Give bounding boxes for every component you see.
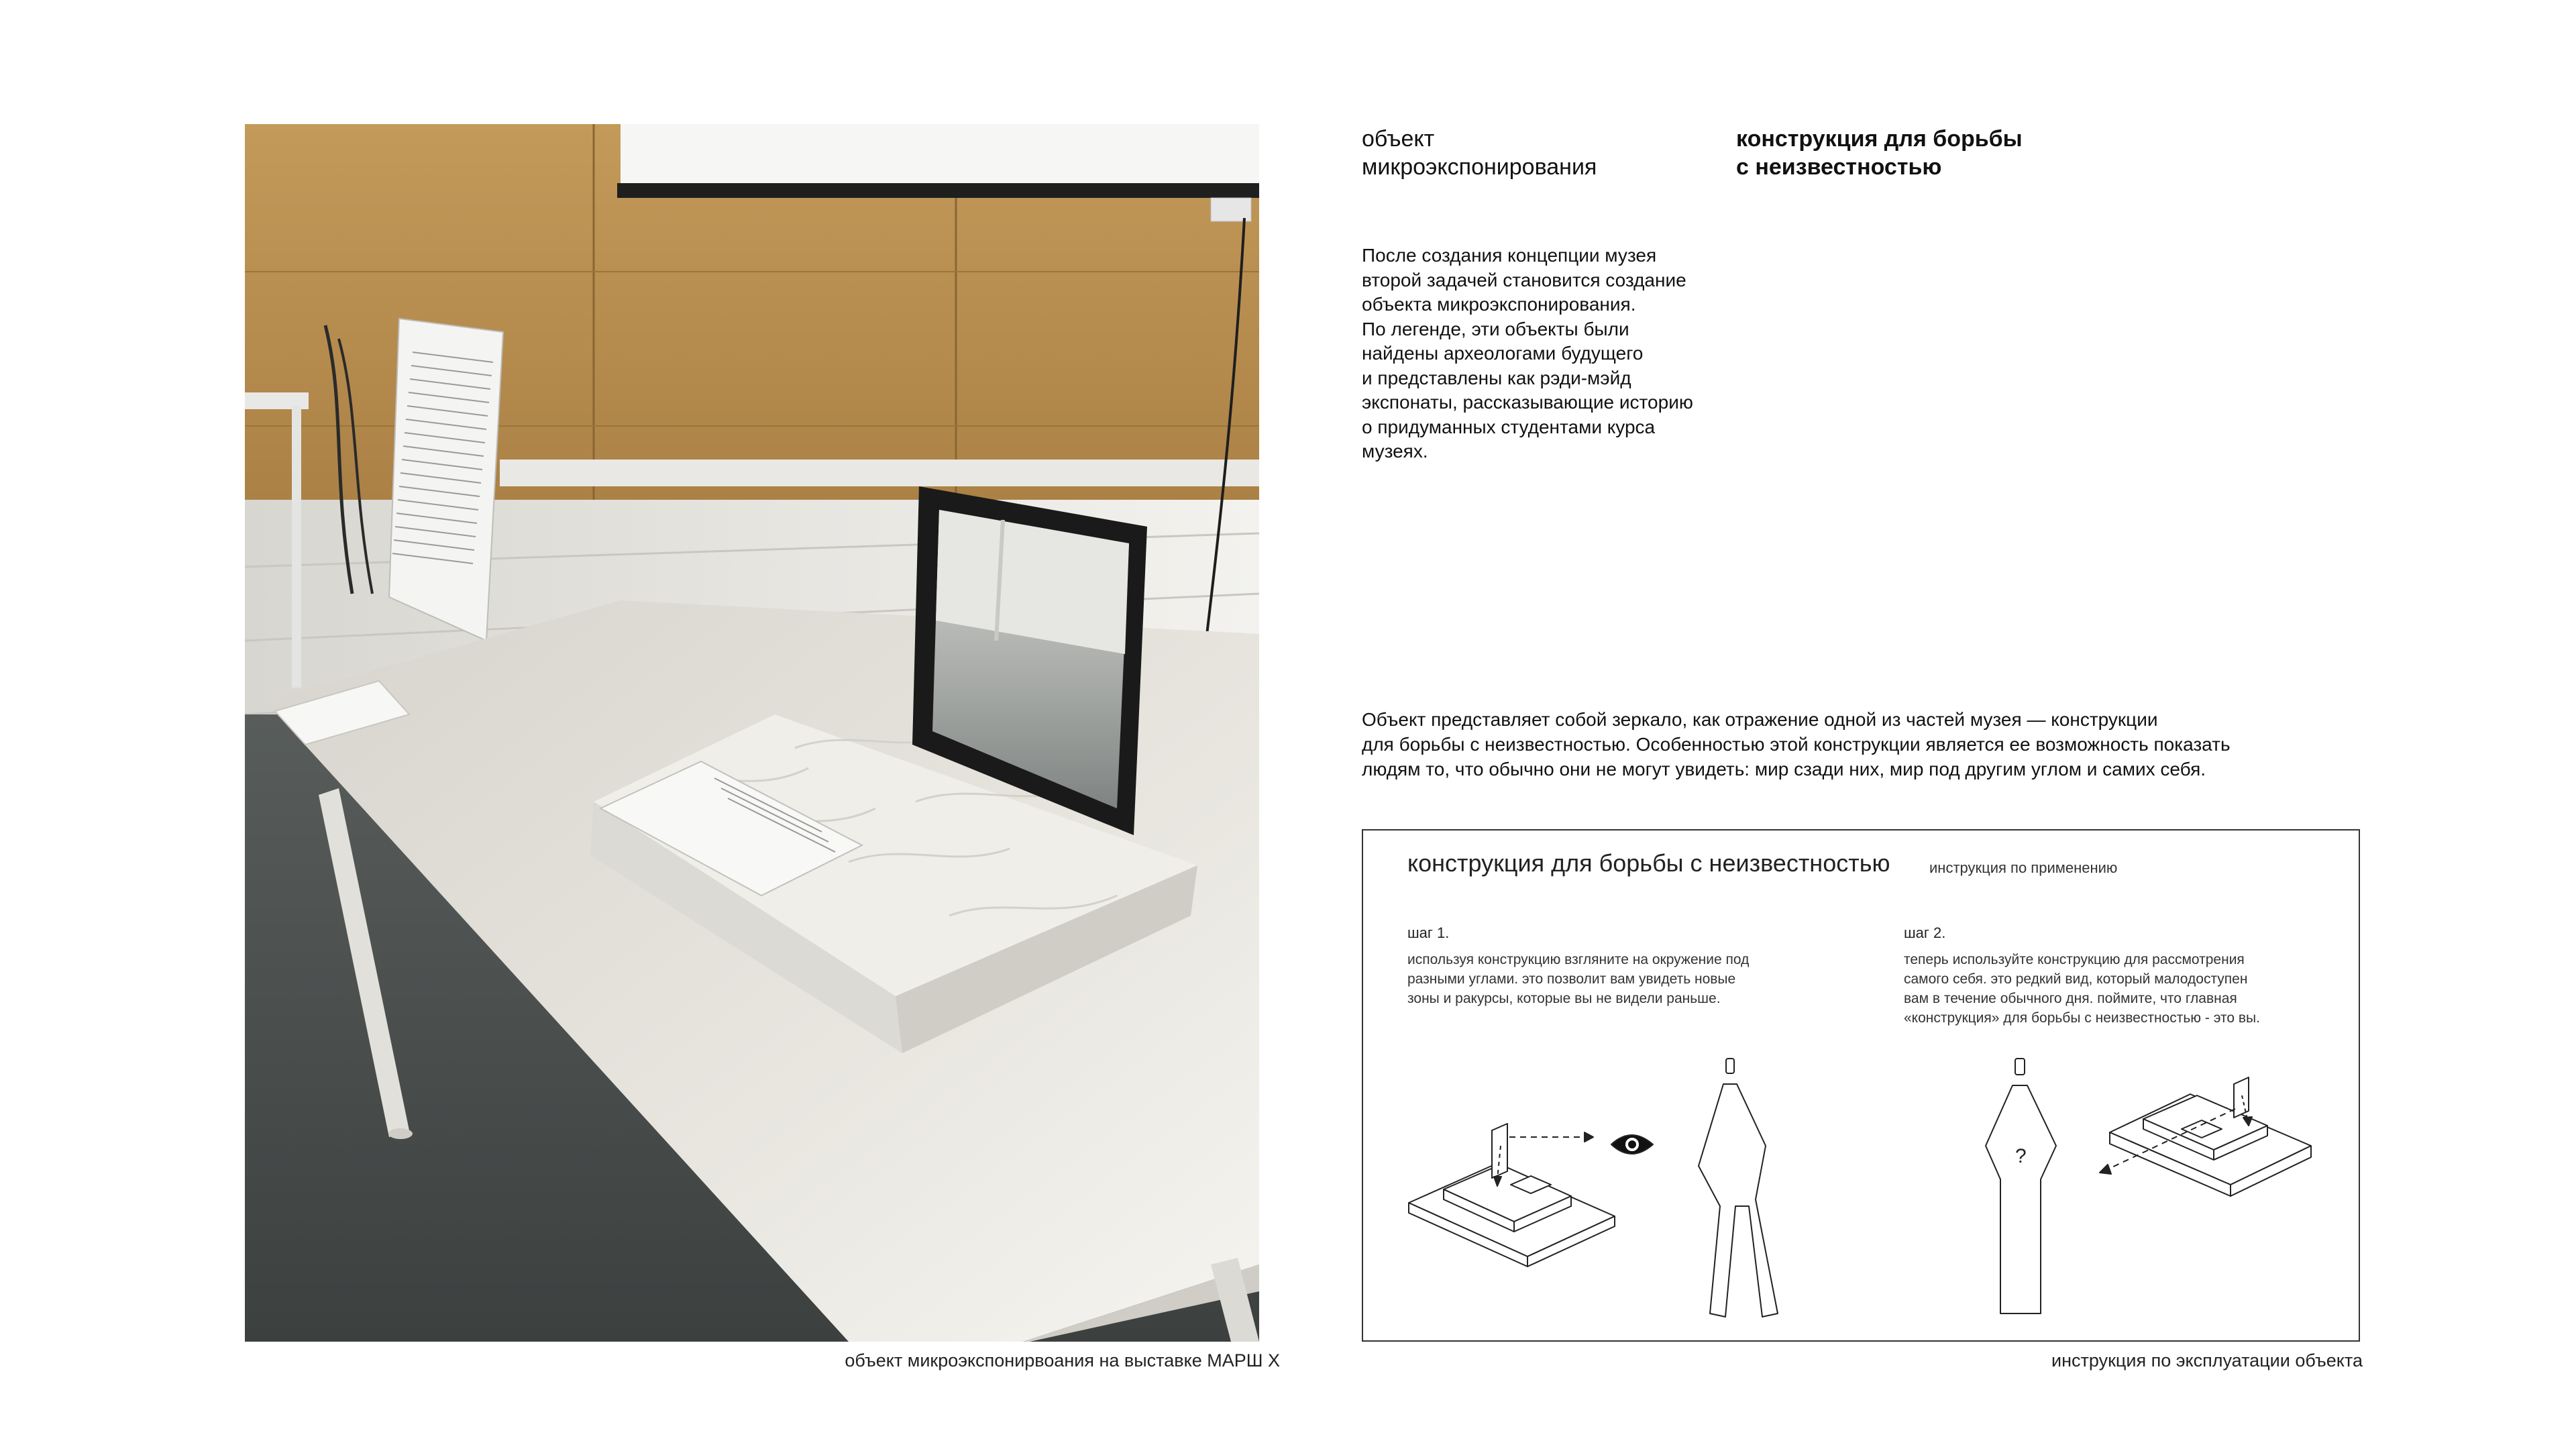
step-line: зоны и ракурсы, которые вы не видели раньше. (1407, 991, 1721, 1006)
paragraph-line: объекта микроэкспонирования. (1362, 294, 1636, 315)
paragraph-line: По легенде, эти объекты были (1362, 318, 1629, 339)
step-line: «конструкция» для борьбы с неизвестностью - это вы. (1904, 1010, 2260, 1026)
mirror-on-base-icon (1409, 1124, 1615, 1267)
paragraph-line: экспонаты, рассказывающие историю (1362, 392, 1693, 413)
paragraph-line: Объект представляет собой зеркало, как отражение одной из частей музея — конструкции (1362, 709, 2158, 730)
step-line: вам в течение обычного дня. поймите, что главная (1904, 991, 2237, 1006)
object-title-line: конструкция для борьбы (1736, 126, 2023, 152)
paragraph-line: После создания концепции музея (1362, 245, 1657, 266)
person-silhouette-icon (1699, 1059, 1778, 1317)
object-description (1362, 707, 2368, 782)
step-line: разными углами. это позволит вам увидеть новые (1407, 971, 1736, 987)
section-label-line: микроэкспонирования (1362, 154, 1597, 180)
step2-text (1904, 950, 2260, 1028)
poster-board (389, 319, 503, 641)
instruction-sheet (1362, 829, 2360, 1342)
instruction-subtitle: инструкция по применению (1929, 859, 2118, 876)
step-line: самого себя. это редкий вид, который малодоступен (1904, 971, 2248, 987)
instruction-caption: инструкция по эксплуатации объекта (2051, 1350, 2363, 1371)
intro-paragraph (1362, 244, 1791, 464)
eye-icon (1611, 1135, 1653, 1154)
paragraph-line: людям то, что обычно они не могут увидеть: мир сзади них, мир под другим углом и самих себя. (1362, 759, 2206, 780)
paragraph-line: и представлены как рэди-мэйд (1362, 367, 1631, 388)
step1-heading: шаг 1. (1407, 924, 1450, 941)
person-silhouette-icon (1986, 1059, 2056, 1313)
paragraph-line: для борьбы с неизвестностью. Особенностью этой конструкции является ее возможность показать (1362, 734, 2231, 755)
mirror-on-base-icon (2110, 1077, 2311, 1196)
instruction-title: конструкция для борьбы с неизвестностью (1407, 849, 1890, 877)
step-line: используя конструкцию взгляните на окружение под (1407, 952, 1750, 967)
photo-caption: объект микроэкспонирвоания на выставке МАРШ X (845, 1350, 1280, 1371)
paragraph-line: найдены археологами будущего (1362, 343, 1644, 364)
section-label (1362, 125, 1724, 181)
photo-illustration (245, 124, 1259, 1342)
step2-heading: шаг 2. (1904, 924, 1946, 941)
paragraph-line: второй задачей становится создание (1362, 269, 1686, 290)
paragraph-line: музеях. (1362, 441, 1428, 462)
instruction-diagram (1363, 830, 2359, 1340)
object-title-line: с неизвестностью (1736, 154, 1942, 180)
step-line: теперь используйте конструкцию для рассмотрения (1904, 952, 2245, 967)
object-title (1736, 125, 2112, 181)
question-mark: ? (2015, 1145, 2027, 1167)
step1-text (1407, 950, 1749, 1008)
projector-screen (621, 124, 1259, 188)
section-label-line: объект (1362, 126, 1435, 152)
paragraph-line: о придуманных студентами курса (1362, 416, 1656, 437)
exhibit-photo (245, 124, 1259, 1342)
